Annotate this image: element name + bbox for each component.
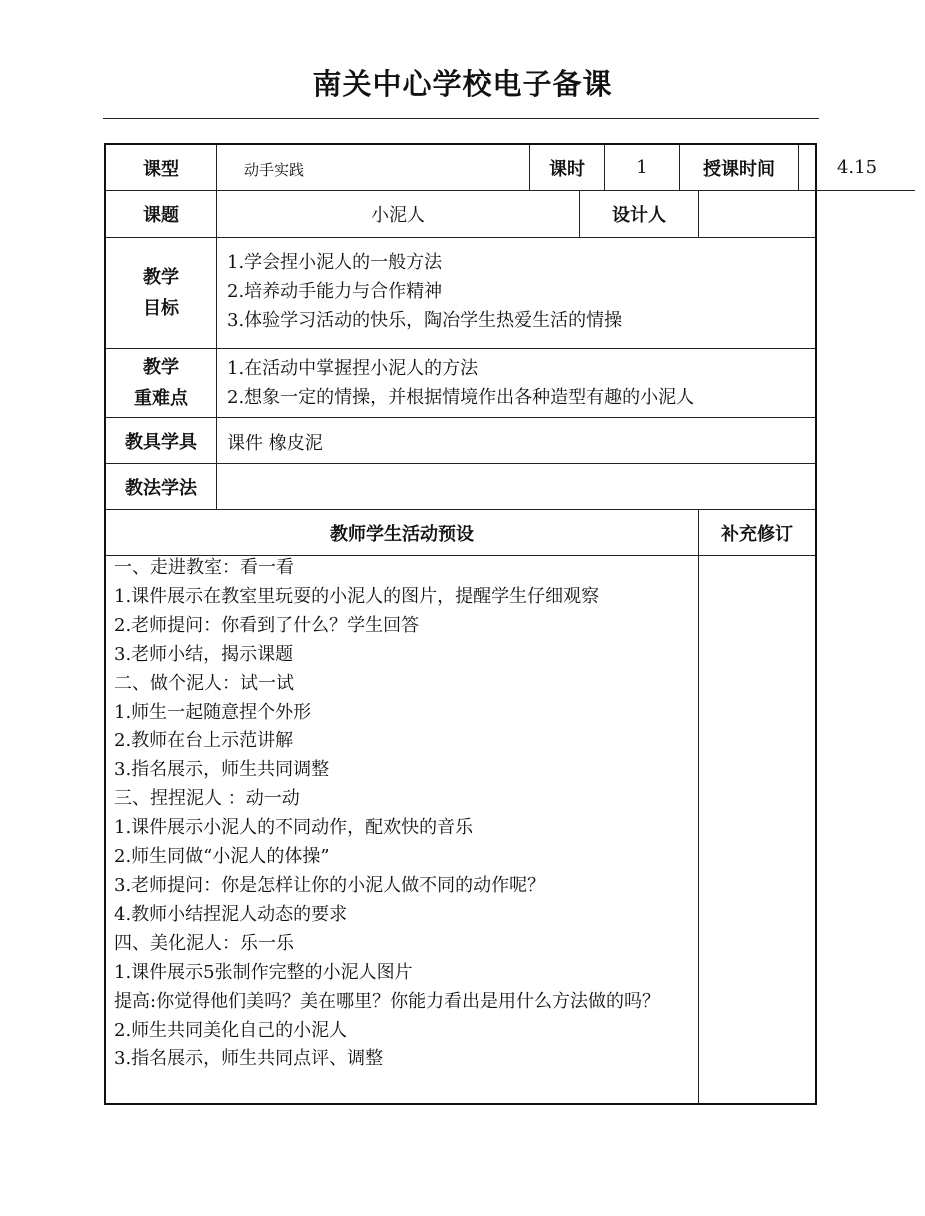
goal-item: 1.学会捏小泥人的一般方法 bbox=[227, 252, 443, 273]
keypoints-list bbox=[217, 349, 815, 418]
topic-label: 课题 bbox=[106, 191, 217, 238]
keypoints-label-line2: 重难点 bbox=[134, 388, 188, 409]
goals-label-line1: 教学 bbox=[143, 267, 179, 288]
process-line: 3.老师小结，揭示课题 bbox=[114, 643, 294, 665]
type-label: 课型 bbox=[106, 145, 217, 191]
process-line: 4.教师小结捏泥人动态的要求 bbox=[114, 903, 348, 925]
process-line: 2.师生同做“小泥人的体操” bbox=[114, 846, 330, 868]
activity-header: 教师学生活动预设 bbox=[106, 510, 699, 556]
time-value: 4.15 bbox=[799, 145, 915, 191]
process-line: 一、走进教室：看一看 bbox=[114, 557, 294, 578]
methods-value bbox=[217, 464, 815, 510]
process-line: 三、捏捏泥人 ：动一动 bbox=[114, 788, 300, 810]
process-line: 2.老师提问：你看到了什么？学生回答 bbox=[114, 614, 420, 636]
goals-label bbox=[106, 238, 217, 349]
process-line: 3.指名展示，师生共同调整 bbox=[114, 759, 330, 781]
page-title: 南关中心学校电子备课 bbox=[312, 67, 613, 101]
hours-value: 1 bbox=[605, 145, 680, 191]
title-divider bbox=[103, 118, 819, 119]
time-label: 授课时间 bbox=[680, 145, 799, 191]
tools-value: 课件 橡皮泥 bbox=[217, 418, 815, 464]
process-line: 1.师生一起随意捏个外形 bbox=[114, 701, 312, 723]
methods-label: 教法学法 bbox=[106, 464, 217, 510]
process-line: 提高:你觉得他们美吗？美在哪里？你能力看出是用什么方法做的吗？ bbox=[114, 990, 661, 1012]
keypoint-item: 1.在活动中掌握捏小泥人的方法 bbox=[227, 358, 479, 379]
revision-body bbox=[699, 556, 815, 1103]
process-line: 四、美化泥人：乐一乐 bbox=[114, 932, 294, 954]
process-line: 3.指名展示，师生共同点评、调整 bbox=[114, 1048, 384, 1070]
goal-item: 3.体验学习活动的快乐，陶冶学生热爱生活的情操 bbox=[227, 310, 623, 331]
process-line: 1.课件展示小泥人的不同动作，配欢快的音乐 bbox=[114, 817, 474, 839]
type-value: 动手实践 bbox=[217, 145, 530, 191]
hours-label: 课时 bbox=[530, 145, 605, 191]
process-list bbox=[114, 554, 694, 1074]
tools-label: 教具学具 bbox=[106, 418, 217, 464]
designer-value bbox=[699, 191, 815, 238]
process-line: 二、做个泥人：试一试 bbox=[114, 672, 294, 694]
topic-value: 小泥人 bbox=[217, 191, 580, 238]
designer-label: 设计人 bbox=[580, 191, 699, 238]
process-line: 1.课件展示在教室里玩耍的小泥人的图片，提醒学生仔细观察 bbox=[114, 585, 600, 607]
revision-header: 补充修订 bbox=[699, 510, 815, 556]
goals-list bbox=[217, 238, 815, 349]
keypoints-label bbox=[106, 349, 217, 418]
process-line: 2.师生共同美化自己的小泥人 bbox=[114, 1019, 348, 1041]
process-line: 1.课件展示5张制作完整的小泥人图片 bbox=[114, 961, 413, 983]
process-line: 2.教师在台上示范讲解 bbox=[114, 730, 294, 752]
process-line: 3.老师提问：你是怎样让你的小泥人做不同的动作呢？ bbox=[114, 874, 546, 896]
keypoints-label-line1: 教学 bbox=[143, 357, 179, 378]
goals-label-line2: 目标 bbox=[143, 298, 179, 319]
keypoint-item: 2.想象一定的情操，并根据情境作出各种造型有趣的小泥人 bbox=[227, 387, 695, 408]
goal-item: 2.培养动手能力与合作精神 bbox=[227, 281, 443, 302]
